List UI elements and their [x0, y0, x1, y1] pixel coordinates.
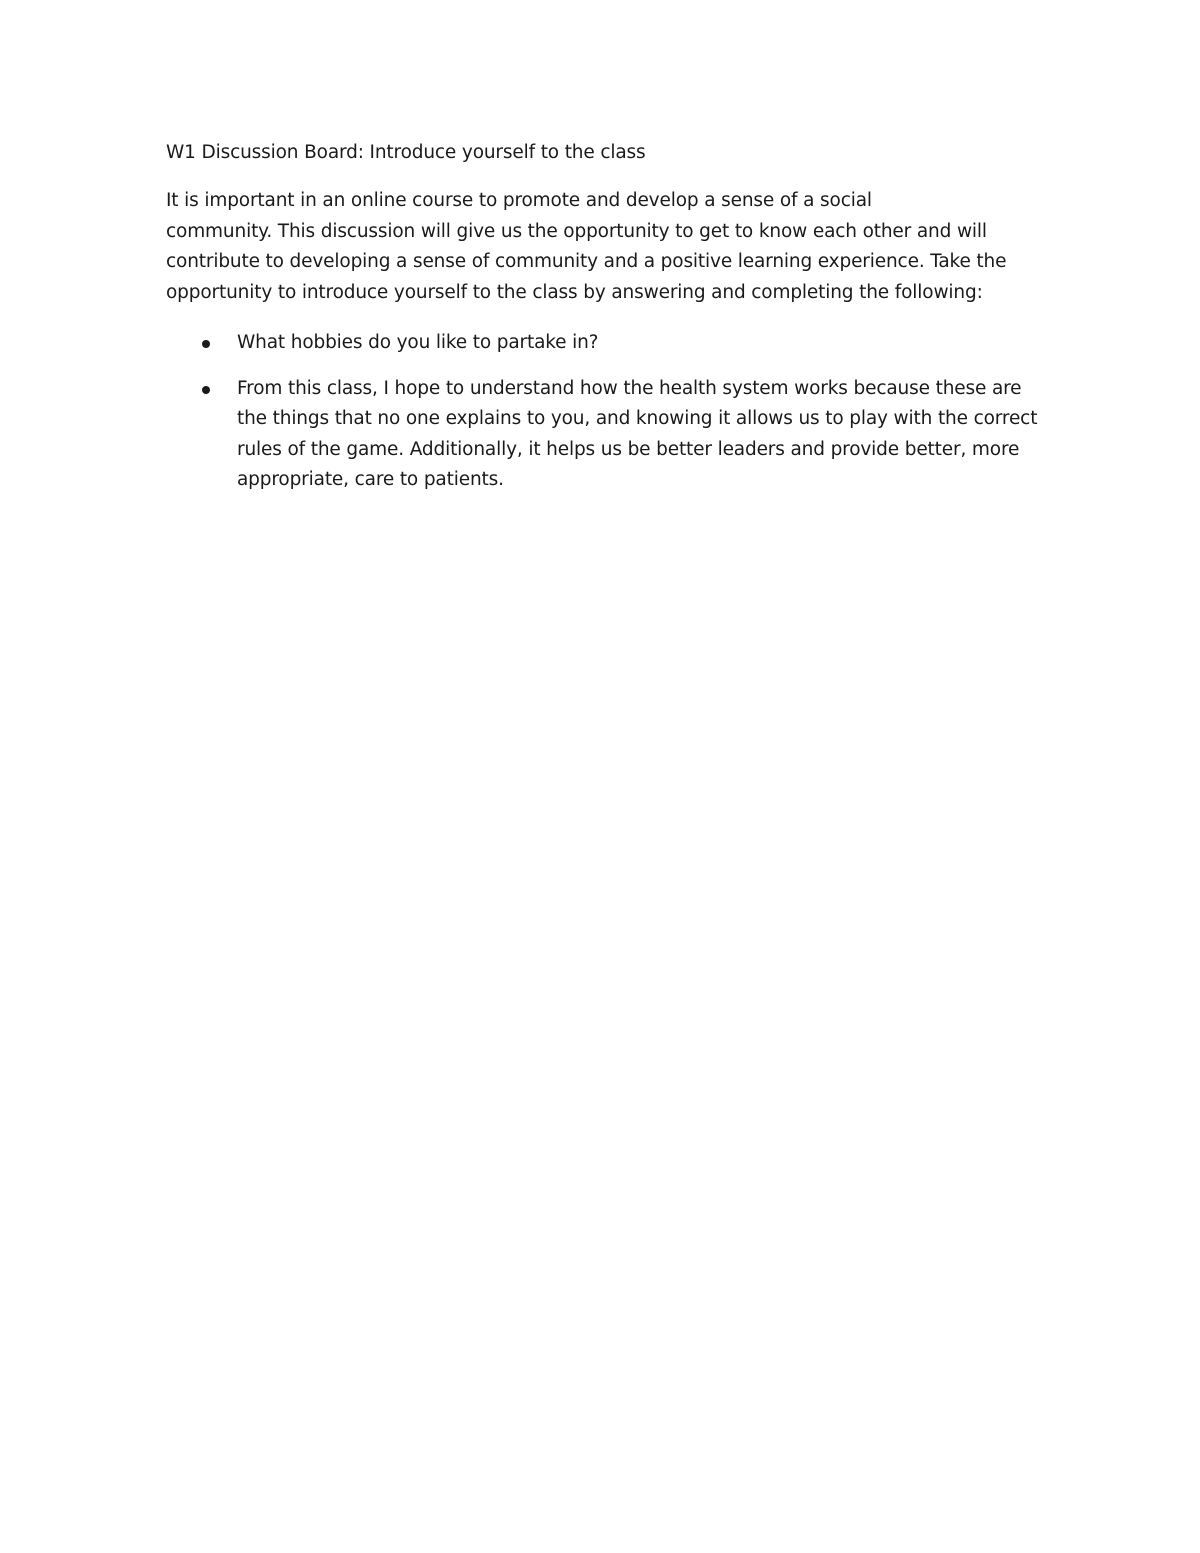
intro-line: It is important in an online course to promote and develop a sense of a social [166, 190, 872, 211]
intro-paragraph [166, 186, 1046, 308]
intro-line: community. This discussion will give us the opportunity to get to know each other and will [166, 220, 987, 242]
list-item-class-goals [166, 374, 1046, 496]
document-body [166, 140, 1046, 511]
bullet-line: appropriate, care to patients. [237, 469, 504, 490]
list-item-hobbies [166, 328, 1046, 359]
bullet-icon [202, 340, 210, 348]
bullet-line: rules of the game. Additionally, it helps us be better leaders and provide better, more [237, 438, 1020, 460]
bullet-list [166, 328, 1046, 496]
bullet-line: From this class, I hope to understand how the health system works because these are [237, 377, 1022, 399]
document-title: W1 Discussion Board: Introduce yourself to the class [166, 142, 646, 163]
bullet-icon [202, 386, 210, 394]
bullet-line: What hobbies do you like to partake in? [237, 332, 599, 353]
bullet-line: the things that no one explains to you, and knowing it allows us to play with the correct [237, 408, 1038, 429]
intro-line: opportunity to introduce yourself to the class by answering and completing the following: [166, 281, 983, 303]
intro-line: contribute to developing a sense of community and a positive learning experience. Take the [166, 251, 1007, 272]
